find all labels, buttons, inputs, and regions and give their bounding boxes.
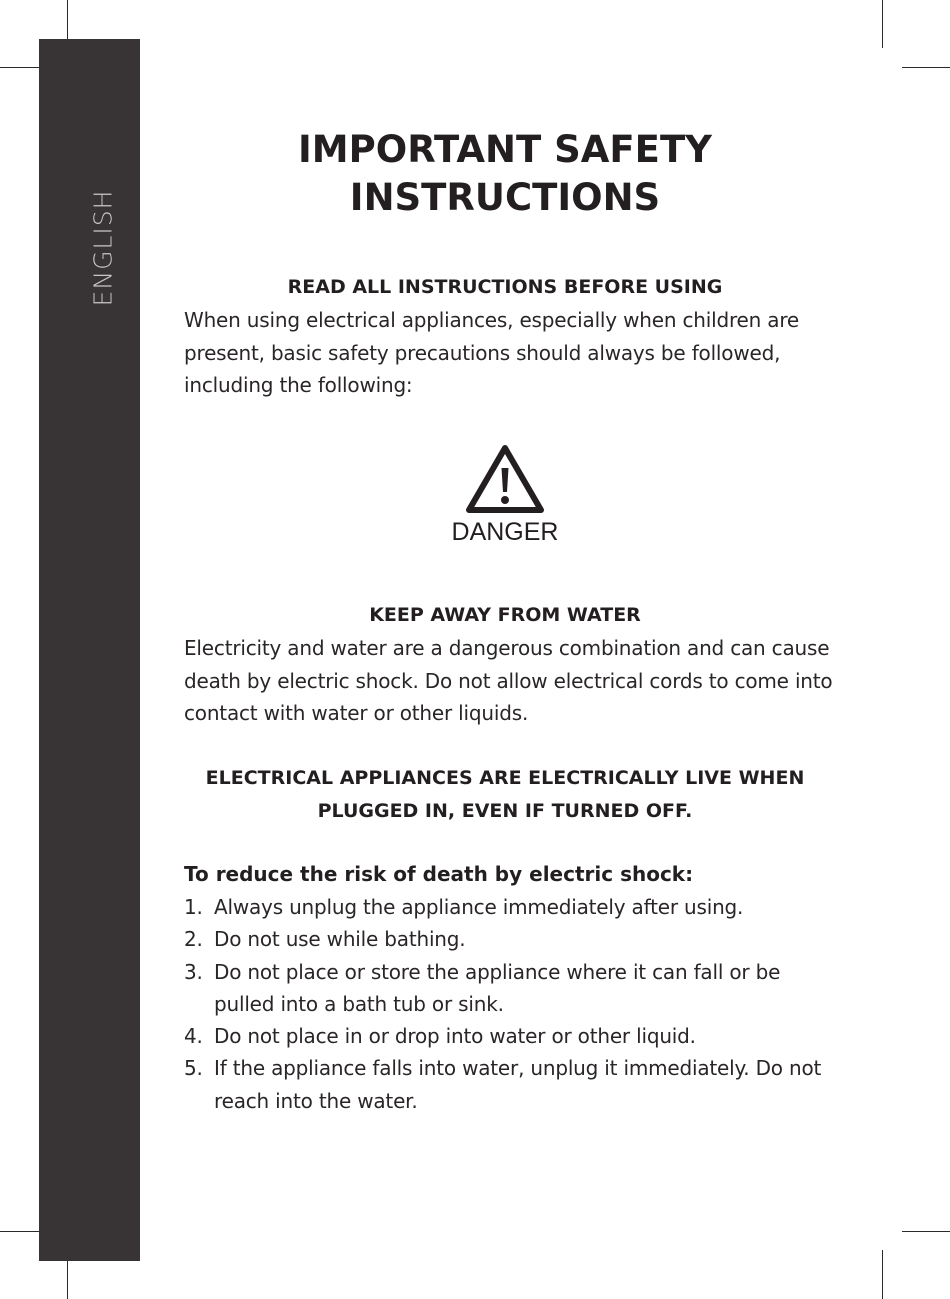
shock-heading: To reduce the risk of death by electric shock: bbox=[184, 862, 694, 886]
language-label: ENGLISH bbox=[88, 189, 118, 307]
list-item bbox=[184, 1020, 834, 1052]
list-text: Always unplug the appliance immediately after using. bbox=[214, 895, 744, 919]
list-number: 4. bbox=[184, 1024, 203, 1049]
water-heading: KEEP AWAY FROM WATER bbox=[369, 604, 641, 626]
crop-mark bbox=[882, 0, 883, 48]
warning-triangle-icon bbox=[465, 444, 545, 514]
list-item bbox=[184, 956, 834, 1021]
danger-symbol bbox=[440, 444, 570, 547]
list-number: 2. bbox=[184, 927, 203, 952]
title-line-1: IMPORTANT SAFETY bbox=[298, 128, 712, 171]
crop-mark bbox=[902, 1231, 950, 1232]
page-title bbox=[180, 126, 830, 222]
list-text: Do not place in or drop into water or other liquid. bbox=[214, 1024, 696, 1049]
crop-mark bbox=[902, 67, 950, 68]
list-number: 1. bbox=[184, 895, 203, 919]
live-warning-line-2: PLUGGED IN, EVEN IF TURNED OFF. bbox=[317, 799, 693, 822]
shock-list bbox=[184, 891, 834, 1117]
read-instructions-heading: READ ALL INSTRUCTIONS BEFORE USING bbox=[287, 276, 723, 298]
crop-mark bbox=[882, 1250, 883, 1299]
list-text: Do not use while bathing. bbox=[214, 927, 466, 952]
water-body: Electricity and water are a dangerous combination and can cause death by electric shock. Do not allow electrical cords to come into contact with water or other liquids. bbox=[184, 636, 833, 725]
list-item bbox=[184, 923, 834, 955]
list-text: Do not place or store the appliance where it can fall or be pulled into a bath tub or sink. bbox=[214, 959, 781, 1016]
list-number: 3. bbox=[184, 959, 203, 984]
read-instructions-body: When using electrical appliances, especially when children are present, basic safety precautions should always be followed, including the following: bbox=[184, 308, 800, 397]
list-item bbox=[184, 891, 834, 923]
list-item bbox=[184, 1052, 834, 1117]
list-number: 5. bbox=[184, 1056, 203, 1081]
title-line-2: INSTRUCTIONS bbox=[349, 176, 661, 219]
live-warning bbox=[180, 762, 830, 827]
live-warning-line-1: ELECTRICAL APPLIANCES ARE ELECTRICALLY LIVE WHEN bbox=[205, 767, 805, 789]
danger-label: DANGER bbox=[451, 518, 559, 546]
list-text: If the appliance falls into water, unplug it immediately. Do not reach into the water. bbox=[214, 1056, 822, 1113]
